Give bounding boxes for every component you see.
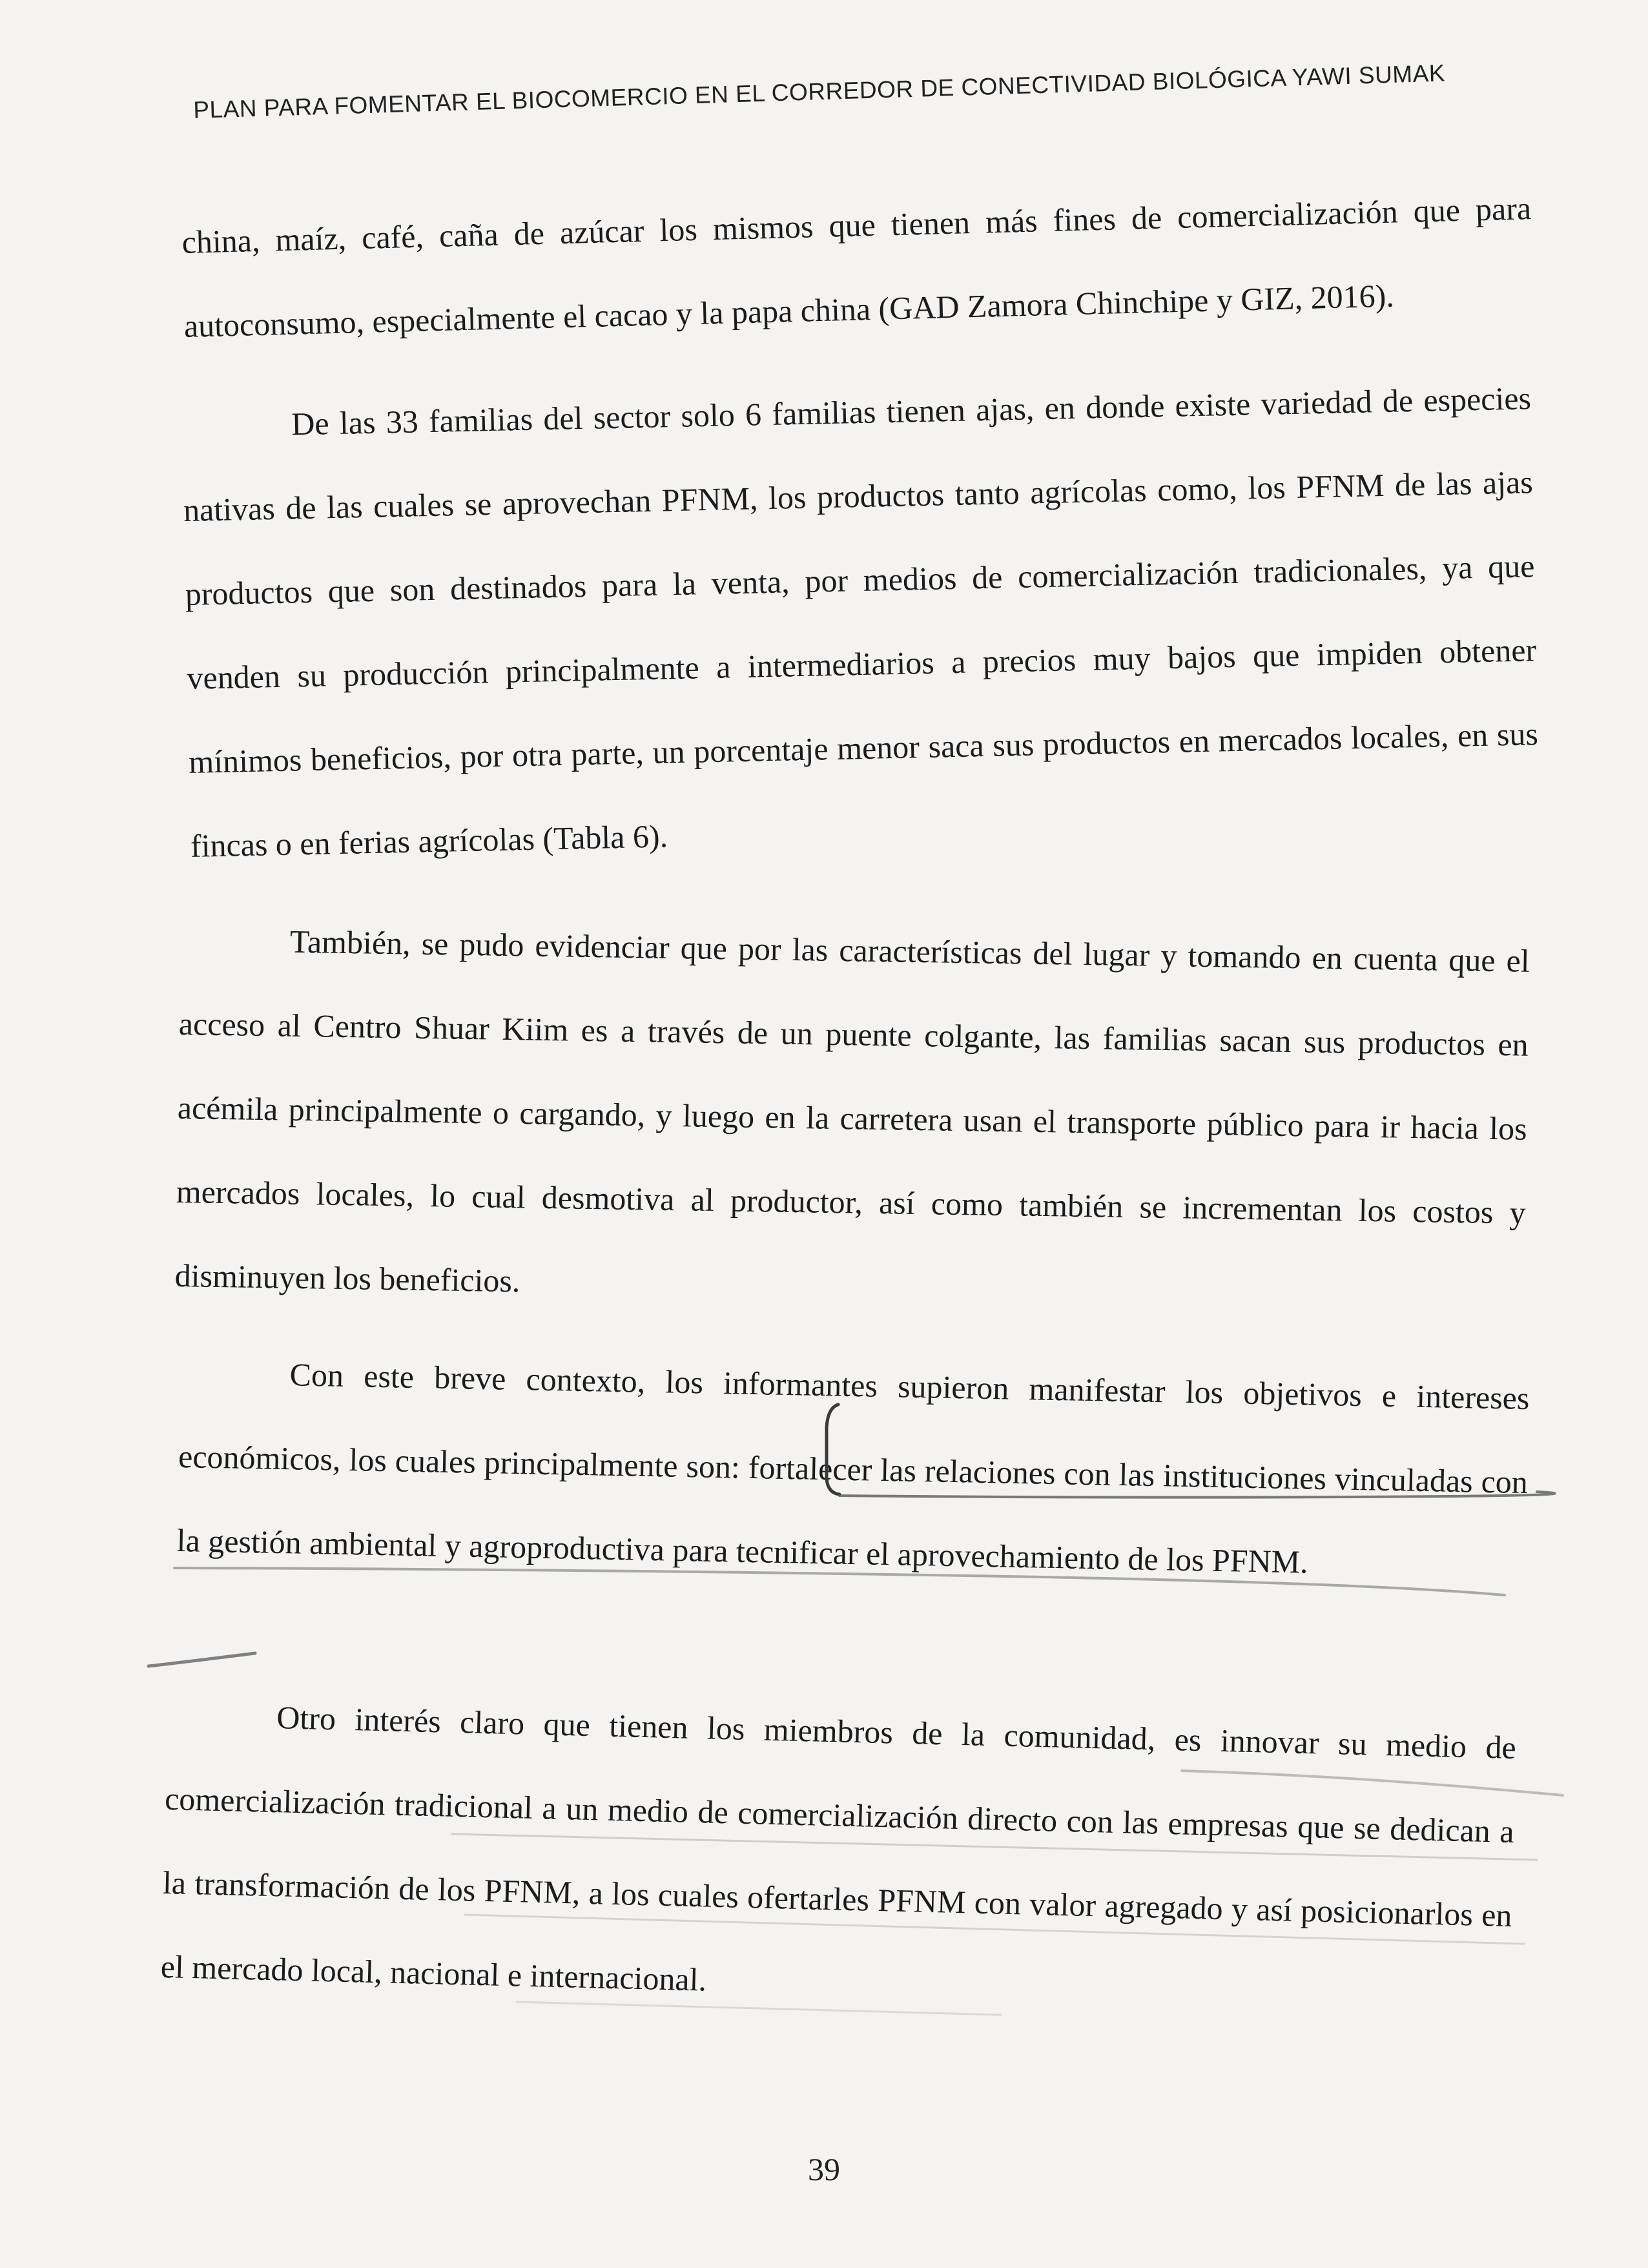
paragraph-2: De las 33 familias del sector solo 6 familias tienen ajas, en donde existe variedad de especies nativas de las cuales se aprovechan PFNM, los productos tanto agrícolas como, los PFNM de las ajas productos que son destinados para la venta, por medios de comercialización tradicionales, ya que venden su producción principalmente a intermediarios a precios muy bajos que impiden obtener mínimos beneficios, por otra parte, un porcentaje menor saca sus productos en mercados locales, en sus fincas o en ferias agrícolas (Tabla 6). [183,380,1539,864]
paragraph-4: Con este breve contexto, los informantes supieron manifestar los objetivos e intereses económicos, los cuales principalmente son: fortalecer las relaciones con las instituciones vinculadas con la gestión ambiental y agroproductiva para tecnificar el aprovechamiento de los PFNM. [176,1356,1530,1580]
pencil-underline-3 [149,1653,255,1666]
paragraph-5: Otro interés claro que tienen los miembros de la comunidad, es innovar su medio de comercialización tradicional a un medio de comercialización directo con las empresas que se dedican a la transformación de los PFNM, a los cuales ofertarles PFNM con valor agregado y así posicionarlos en el mercado local, nacional e internacional. [160,1699,1517,1998]
running-header: PLAN PARA FOMENTAR EL BIOCOMERCIO EN EL CORREDOR DE CONECTIVIDAD BIOLÓGICA YAWI SUMAK [192,59,1446,124]
paragraph-3: También, se pudo evidenciar que por las características del lugar y tomando en cuenta que el acceso al Centro Shuar Kiim es a través de un puente colgante, las familias sacan sus productos en acémila principalmente o cargando, y luego en la carretera usan el transporte público para ir hacia los mercados locales, lo cual desmotiva al productor, así como también se incrementan los costos y disminuyen los beneficios. [174,923,1530,1299]
paragraph-1: china, maíz, café, caña de azúcar los mismos que tienen más fines de comercialización que para autoconsumo, especialmente el cacao y la papa china (GAD Zamora Chinchipe y GIZ, 2016). [181,190,1532,344]
page-number: 39 [808,2151,840,2187]
